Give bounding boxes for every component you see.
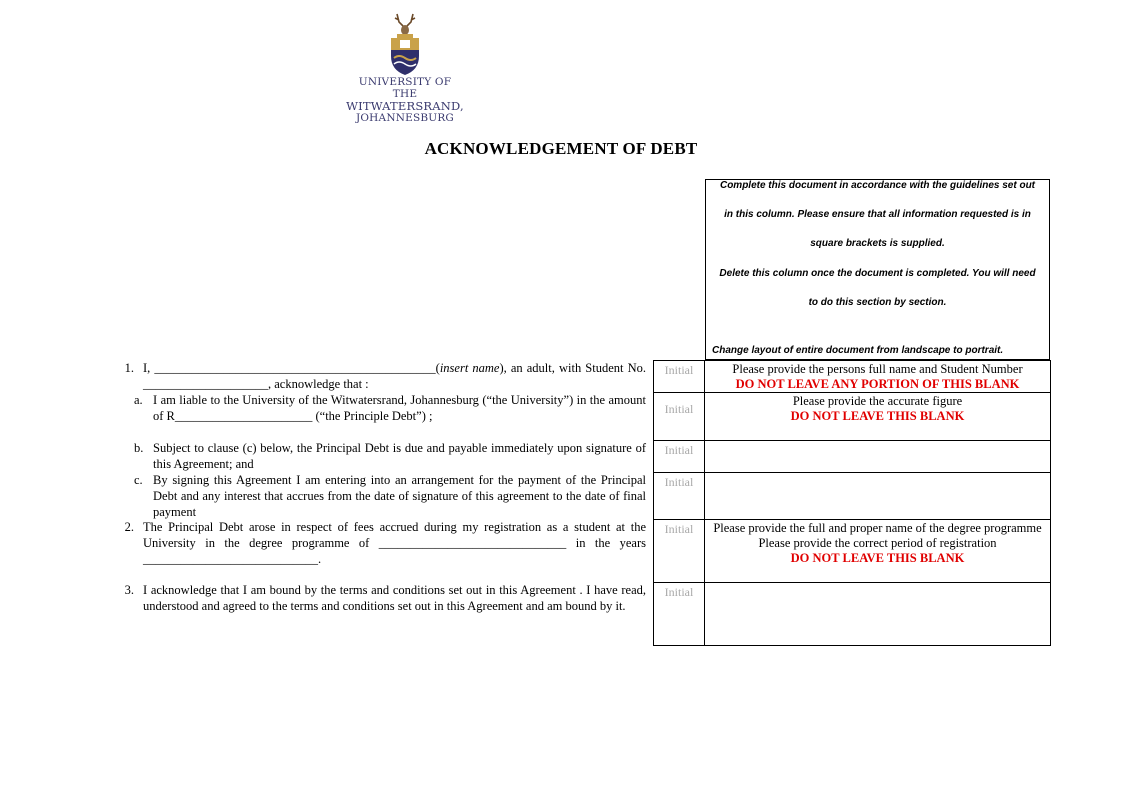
logo-text-line1: UNIVERSITY OF THE <box>358 76 452 100</box>
clause-1a: I am liable to the University of the Witwatersrand, Johannesburg (“the University”) in the amount of R______________________ (“the Principle Debt”) ; <box>153 393 646 423</box>
initial-cell[interactable]: Initial <box>654 361 705 393</box>
initial-cell[interactable]: Initial <box>654 393 705 441</box>
clause-2: The Principal Debt arose in respect of fees accrued during my registration as a student at the University in the degree programme of ______________________________ in the years ____________________________. <box>143 520 646 566</box>
guideline-line: Change layout of entire document from landscape to portrait. <box>712 345 1004 356</box>
guidelines-box <box>705 179 1050 360</box>
guideline-line: square brackets is supplied. <box>810 238 945 249</box>
initial-cell[interactable]: Initial <box>654 473 705 520</box>
guideline-line: to do this section by section. <box>808 297 947 308</box>
note-cell <box>705 441 1051 473</box>
note-cell <box>705 393 1051 441</box>
note-cell <box>705 361 1051 393</box>
note-cell <box>705 583 1051 646</box>
note-text: Please provide the accurate figure <box>792 394 963 408</box>
university-logo <box>346 12 464 124</box>
clause-number: 1. <box>124 361 134 375</box>
clause-letter: a. <box>134 393 143 407</box>
clause-1c: By signing this Agreement I am entering into an arrangement for the payment of the Principal Debt and any interest that accrues from the date of signature of this agreement to the date of final payment <box>153 473 646 519</box>
note-cell <box>705 473 1051 520</box>
clause-number: 3. <box>124 583 134 597</box>
guideline-line: Delete this column once the document is completed. You will need <box>719 268 1036 279</box>
table-row <box>654 520 1051 583</box>
clause-letter: b. <box>134 441 144 455</box>
note-text: Please provide the correct period of registration <box>758 536 997 550</box>
note-cell <box>705 520 1051 583</box>
crest-icon <box>387 12 423 76</box>
warning-text: DO NOT LEAVE THIS BLANK <box>790 409 965 423</box>
table-row <box>654 473 1051 520</box>
warning-text: DO NOT LEAVE ANY PORTION OF THIS BLANK <box>735 377 1020 391</box>
note-text: Please provide the persons full name and Student Number <box>732 362 1023 376</box>
initials-table <box>653 360 1051 646</box>
logo-text-line2: WITWATERSRAND, <box>346 99 464 113</box>
clause-3: I acknowledge that I am bound by the terms and conditions set out in this Agreement . I have read, understood and agreed to the terms and conditions set out in this Agreement and am bound by it. <box>143 583 646 613</box>
document-title: ACKNOWLEDGEMENT OF DEBT <box>424 139 698 158</box>
clause-1 <box>143 360 646 392</box>
clause-letter: c. <box>134 473 143 487</box>
clause-1-pre: I, _____________________________________________( <box>143 361 440 375</box>
guideline-line: in this column. Please ensure that all information requested is in <box>724 209 1031 220</box>
table-row <box>654 441 1051 473</box>
warning-text: DO NOT LEAVE THIS BLANK <box>790 551 965 565</box>
initial-cell[interactable]: Initial <box>654 441 705 473</box>
table-row <box>654 393 1051 441</box>
clause-number: 2. <box>124 520 134 534</box>
clause-1-post: ), an adult, with Student No. ____________________, acknowledge that : <box>143 361 646 391</box>
initial-cell[interactable]: Initial <box>654 583 705 646</box>
note-text: Please provide the full and proper name of the degree programme <box>713 521 1042 535</box>
table-row <box>654 361 1051 393</box>
initial-cell[interactable]: Initial <box>654 520 705 583</box>
logo-text-line3: JOHANNESBURG <box>355 112 455 124</box>
guideline-line: Complete this document in accordance with the guidelines set out <box>719 180 1036 191</box>
clause-1-insert: insert name <box>439 361 500 375</box>
table-row <box>654 583 1051 646</box>
clause-1b: Subject to clause (c) below, the Principal Debt is due and payable immediately upon signature of this Agreement; and <box>153 441 646 471</box>
